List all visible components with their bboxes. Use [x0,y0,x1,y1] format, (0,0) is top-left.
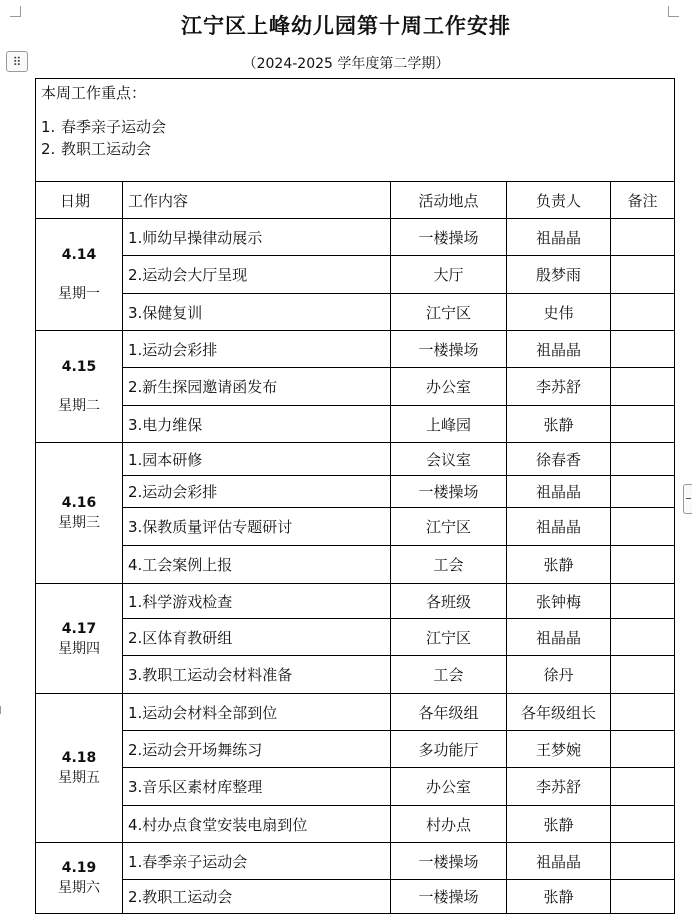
schedule-row [36,219,675,256]
task-place: 江宁区 [391,294,507,331]
weekly-focus-cell [36,79,675,182]
date-weekday: 星期六 [58,880,100,896]
task-place: 会议室 [391,443,507,476]
schedule-table [35,78,675,914]
schedule-row [36,294,675,331]
schedule-row [36,768,675,806]
schedule-row [36,656,675,694]
header-content: 工作内容 [123,182,391,219]
task-place: 江宁区 [391,508,507,546]
weekly-focus-item-number: 1. [41,118,56,136]
task-note [611,443,675,476]
date-cell [36,584,123,694]
task-place: 多功能厅 [391,731,507,768]
table-resize-handle[interactable] [683,484,692,514]
schedule-row [36,694,675,731]
task-person: 各年级组长 [507,694,611,731]
task-person: 李苏舒 [507,768,611,806]
schedule-row [36,368,675,406]
task-person: 李苏舒 [507,368,611,406]
task-place: 大厅 [391,256,507,294]
task-note [611,256,675,294]
document-title: 江宁区上峰幼儿园第十周工作安排 [181,13,511,38]
task-content: 2.新生探园邀请函发布 [123,368,391,406]
task-content: 2.运动会彩排 [123,476,391,508]
task-content: 3.音乐区素材库整理 [123,768,391,806]
date-cell [36,843,123,914]
task-person: 祖晶晶 [507,331,611,368]
task-place: 一楼操场 [391,843,507,880]
date-weekday: 星期五 [58,770,100,786]
schedule-row [36,584,675,619]
weekly-focus-item [41,138,674,160]
date-number: 4.16 [61,495,97,511]
schedule-row [36,880,675,914]
date-number: 4.14 [61,247,97,263]
schedule-row [36,508,675,546]
task-content: 2.教职工运动会 [123,880,391,914]
task-note [611,508,675,546]
task-person: 史伟 [507,294,611,331]
task-person: 祖晶晶 [507,219,611,256]
task-person: 王梦婉 [507,731,611,768]
header-place: 活动地点 [391,182,507,219]
task-person: 张静 [507,406,611,443]
task-content: 1.园本研修 [123,443,391,476]
task-content: 3.电力维保 [123,406,391,443]
task-note [611,294,675,331]
task-place: 江宁区 [391,619,507,656]
task-place: 各年级组 [391,694,507,731]
task-note [611,406,675,443]
task-content: 1.春季亲子运动会 [123,843,391,880]
schedule-row [36,843,675,880]
task-person: 张静 [507,546,611,584]
task-person: 祖晶晶 [507,619,611,656]
task-content: 1.师幼早操律动展示 [123,219,391,256]
header-note: 备注 [611,182,675,219]
schedule-row [36,619,675,656]
schedule-row [36,256,675,294]
task-content: 1.科学游戏检查 [123,584,391,619]
table-header-row [36,182,675,219]
margin-tick [0,706,5,714]
task-note [611,843,675,880]
task-person: 徐春香 [507,443,611,476]
task-note [611,731,675,768]
date-cell [36,443,123,584]
task-person: 徐丹 [507,656,611,694]
table-move-handle-icon[interactable]: ⠿ [6,51,28,72]
date-weekday: 星期二 [58,398,100,414]
document-subtitle: （2024-2025 学年度第二学期） [242,56,450,72]
task-content: 1.运动会彩排 [123,331,391,368]
task-content: 4.村办点食堂安装电扇到位 [123,806,391,843]
task-place: 工会 [391,656,507,694]
task-person: 祖晶晶 [507,508,611,546]
header-person: 负责人 [507,182,611,219]
task-person: 祖晶晶 [507,843,611,880]
schedule-row [36,443,675,476]
task-note [611,619,675,656]
task-content: 2.运动会大厅呈现 [123,256,391,294]
task-place: 工会 [391,546,507,584]
task-content: 3.教职工运动会材料准备 [123,656,391,694]
date-weekday: 星期四 [58,640,100,657]
weekly-focus-item-text: 春季亲子运动会 [61,118,167,136]
task-person: 张静 [507,806,611,843]
schedule-row [36,806,675,843]
schedule-row [36,406,675,443]
task-note [611,656,675,694]
task-content: 2.运动会开场舞练习 [123,731,391,768]
weekly-focus-list [41,116,674,160]
date-number: 4.15 [61,359,97,375]
date-weekday: 星期三 [58,515,100,531]
weekly-focus-heading: 本周工作重点： [41,84,147,102]
task-content: 3.保健复训 [123,294,391,331]
task-place: 一楼操场 [391,880,507,914]
schedule-row [36,731,675,768]
weekly-focus-item-number: 2. [41,140,56,158]
date-weekday: 星期一 [58,286,100,302]
schedule-row [36,476,675,508]
task-content: 1.运动会材料全部到位 [123,694,391,731]
task-person: 祖晶晶 [507,476,611,508]
schedule-row [36,331,675,368]
task-person: 张静 [507,880,611,914]
weekly-focus-item [41,116,674,138]
task-place: 上峰园 [391,406,507,443]
weekly-focus-item-text: 教职工运动会 [61,140,152,158]
task-note [611,880,675,914]
task-content: 3.保教质量评估专题研讨 [123,508,391,546]
task-note [611,806,675,843]
task-note [611,546,675,584]
task-person: 张钟梅 [507,584,611,619]
task-person: 殷梦雨 [507,256,611,294]
date-number: 4.19 [61,860,97,876]
task-content: 2.区体育教研组 [123,619,391,656]
task-note [611,219,675,256]
task-note [611,331,675,368]
task-note [611,768,675,806]
task-note [611,368,675,406]
date-cell [36,331,123,443]
task-place: 一楼操场 [391,331,507,368]
schedule-row [36,546,675,584]
task-note [611,476,675,508]
task-place: 办公室 [391,368,507,406]
task-place: 一楼操场 [391,219,507,256]
task-place: 办公室 [391,768,507,806]
task-place: 一楼操场 [391,476,507,508]
task-place: 村办点 [391,806,507,843]
task-place: 各班级 [391,584,507,619]
task-note [611,584,675,619]
header-date: 日期 [36,182,123,219]
task-note [611,694,675,731]
date-cell [36,694,123,843]
task-content: 4.工会案例上报 [123,546,391,584]
date-number: 4.17 [61,620,97,637]
date-cell [36,219,123,331]
date-number: 4.18 [61,750,97,766]
